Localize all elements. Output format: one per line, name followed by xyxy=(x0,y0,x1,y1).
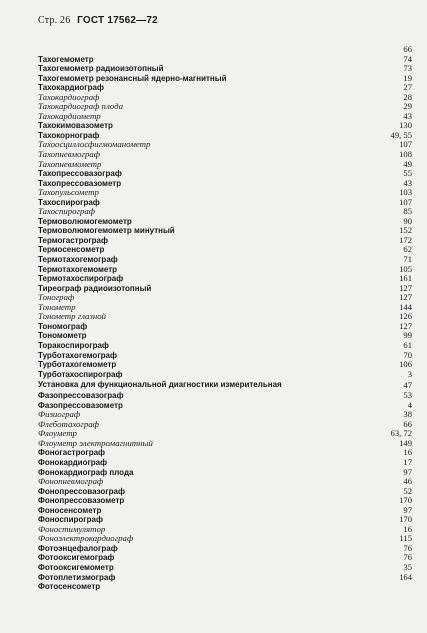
entry-page-ref: 164 xyxy=(399,571,412,582)
entry-term: Фоносенсометр xyxy=(38,505,102,515)
entry-term: Термотахоспирограф xyxy=(38,274,124,284)
entry-page-ref: 97 xyxy=(403,504,412,515)
entry-page-ref: 172 xyxy=(399,234,412,245)
entry-term: Тахокимовазометр xyxy=(38,121,113,131)
entry-page-ref: 35 xyxy=(403,561,412,572)
entry-term: Турботахогемограф xyxy=(38,350,117,360)
entry-page-ref: 16 xyxy=(403,523,412,534)
entry-page-ref: 49, 55 xyxy=(390,129,412,140)
entry-term: Тахопневмограф xyxy=(38,149,101,160)
entry-page-ref: 103 xyxy=(399,187,412,198)
page-number: Стр. 26 xyxy=(38,15,71,26)
entry-term: Тахопульсометр xyxy=(38,187,99,198)
entry-page-ref: 47 xyxy=(403,380,412,391)
entry-page-ref: 66 xyxy=(403,44,412,54)
entry-page-ref: 16 xyxy=(403,447,412,458)
entry-page-ref: 66 xyxy=(403,418,412,429)
index-entry xyxy=(38,391,412,401)
index-entry xyxy=(38,582,412,592)
entry-term: Фонопрессовазограф xyxy=(38,486,125,496)
index-entry xyxy=(38,207,412,217)
index-entry xyxy=(38,217,412,227)
entry-page-ref: 144 xyxy=(399,301,412,312)
index-entry xyxy=(38,284,412,294)
entry-term: Тахокардиограф xyxy=(38,91,100,102)
entry-term: Фоноэлектрокардиограф xyxy=(38,533,134,544)
index-entry xyxy=(38,351,412,361)
entry-page-ref: 43 xyxy=(403,177,412,188)
entry-term: Турботахогемометр xyxy=(38,360,117,370)
index-entry xyxy=(38,160,412,170)
entry-term: Термосенсометр xyxy=(38,245,105,255)
entry-term: Тахоспирограф xyxy=(38,197,100,207)
entry-term: Фонопрессовазометр xyxy=(38,496,125,506)
index-entry xyxy=(38,563,412,573)
entry-term: Фотооксигемограф xyxy=(38,553,115,563)
index-entry xyxy=(38,506,412,516)
entry-page-ref: 152 xyxy=(399,225,412,236)
entry-term: Флеботахограф xyxy=(38,418,99,429)
entry-page-ref: 61 xyxy=(403,339,412,350)
entry-term: Тахогемометр резонансный ядерно-магнитный xyxy=(38,73,227,83)
entry-term: Флоуметр электромагнитный xyxy=(38,437,153,448)
index-entry xyxy=(38,322,412,332)
entry-page-ref: 115 xyxy=(399,533,412,544)
entry-term: Установка для функциональной диагностики измерительная xyxy=(38,380,282,390)
index-list xyxy=(38,45,412,592)
entry-page-ref: 85 xyxy=(403,206,412,217)
entry-page-ref: 99 xyxy=(403,330,412,341)
entry-term: Тахоосциллосфигмоманометр xyxy=(38,139,151,150)
entry-page-ref: 97 xyxy=(403,466,412,477)
index-entry xyxy=(38,64,412,74)
entry-term: Фонокардиограф плода xyxy=(38,467,134,477)
entry-page-ref: 19 xyxy=(403,72,412,83)
entry-term: Тахопневмометр xyxy=(38,158,102,169)
entry-term: Тономометр xyxy=(38,331,87,341)
entry-page-ref: 62 xyxy=(403,244,412,255)
entry-term: Тонометр глазной xyxy=(38,311,107,322)
entry-page-ref: 108 xyxy=(399,149,412,160)
index-entry xyxy=(38,439,412,449)
entry-page-ref: 74 xyxy=(403,53,412,64)
entry-page-ref: 73 xyxy=(403,63,412,74)
entry-page-ref: 149 xyxy=(399,437,412,448)
entry-term: Торакоспирограф xyxy=(38,340,109,350)
entry-page-ref: 49 xyxy=(403,158,412,169)
entry-term: Флоуметр xyxy=(38,428,77,439)
entry-page-ref: 28 xyxy=(403,91,412,102)
index-entry xyxy=(38,226,412,236)
entry-term: Тахоспирограф xyxy=(38,206,96,217)
index-entry xyxy=(38,236,412,246)
index-entry xyxy=(38,265,412,275)
index-entry xyxy=(38,341,412,351)
entry-term: Турботахоспирограф xyxy=(38,369,123,379)
index-entry xyxy=(38,496,412,506)
index-entry xyxy=(38,487,412,497)
entry-page-ref: 63, 72 xyxy=(390,428,412,439)
index-entry xyxy=(38,534,412,544)
entry-term: Тахокардиометр xyxy=(38,110,101,121)
entry-page-ref: 46 xyxy=(403,476,412,487)
entry-term: Термоволюмогемометр xyxy=(38,216,132,226)
entry-term: Фоногастрограф xyxy=(38,448,106,458)
index-entry xyxy=(38,553,412,563)
entry-page-ref: 71 xyxy=(403,254,412,265)
index-entry xyxy=(38,188,412,198)
entry-page-ref: 106 xyxy=(399,359,412,370)
entry-page-ref: 55 xyxy=(403,168,412,179)
entry-term: Термотахогемограф xyxy=(38,255,118,265)
index-entry xyxy=(38,379,412,391)
entry-term: Фоноспирограф xyxy=(38,515,103,525)
entry-term: Фазопрессовазограф xyxy=(38,391,124,401)
entry-page-ref: 107 xyxy=(399,139,412,150)
entry-page-ref: 127 xyxy=(399,320,412,331)
entry-page-ref: 27 xyxy=(403,82,412,93)
entry-term: Тономограф xyxy=(38,321,88,331)
index-entry xyxy=(38,331,412,341)
index-entry xyxy=(38,420,412,430)
index-entry xyxy=(38,458,412,468)
entry-term: Фотосенсометр xyxy=(38,582,101,592)
entry-term: Фотооксигемометр xyxy=(38,562,114,572)
entry-term: Термогастрограф xyxy=(38,235,109,245)
entry-page-ref: 127 xyxy=(399,292,412,303)
index-entry xyxy=(38,45,412,55)
index-entry xyxy=(38,245,412,255)
entry-page-ref: 29 xyxy=(403,101,412,112)
entry-term: Тахогемометр xyxy=(38,54,94,64)
index-entry xyxy=(38,370,412,380)
index-entry xyxy=(38,360,412,370)
entry-page-ref: 53 xyxy=(403,390,412,401)
entry-term: Тахопрессовазограф xyxy=(38,169,122,179)
entry-page-ref: 170 xyxy=(399,495,412,506)
entry-page-ref: 130 xyxy=(399,120,412,131)
index-entry xyxy=(38,544,412,554)
entry-page-ref: 43 xyxy=(403,110,412,121)
entry-page-ref: 161 xyxy=(399,273,412,284)
index-entry xyxy=(38,573,412,583)
index-entry xyxy=(38,112,412,122)
index-entry xyxy=(38,169,412,179)
entry-term: Термоволюмогемометр минутный xyxy=(38,226,175,236)
entry-page-ref: 170 xyxy=(399,514,412,525)
index-entry xyxy=(38,448,412,458)
index-entry xyxy=(38,401,412,411)
index-entry xyxy=(38,274,412,284)
entry-term: Фонокардиограф xyxy=(38,457,108,467)
entry-term: Фонопневмограф xyxy=(38,476,104,487)
entry-page-ref: 17 xyxy=(403,456,412,467)
entry-page-ref: 3 xyxy=(407,368,412,379)
entry-term: Тиреограф радиоизотопный xyxy=(38,283,152,293)
entry-term: Фоностимулятор xyxy=(38,523,106,534)
entry-term: Фотоэнцефалограф xyxy=(38,543,118,553)
entry-page-ref: 105 xyxy=(399,263,412,274)
entry-term: Тахокардиограф xyxy=(38,83,104,93)
index-entry xyxy=(38,74,412,84)
index-entry xyxy=(38,121,412,131)
entry-term: Тахокардиограф плода xyxy=(38,101,124,112)
entry-page-ref: 107 xyxy=(399,196,412,207)
entry-page-ref: 76 xyxy=(403,552,412,563)
index-entry xyxy=(38,55,412,65)
entry-page-ref: 38 xyxy=(403,409,412,420)
standard-number: ГОСТ 17562—72 xyxy=(77,15,158,26)
entry-page-ref: 76 xyxy=(403,542,412,553)
entry-term: Фазопрессовазометр xyxy=(38,400,123,410)
entry-term: Тахогемометр радиоизотопный xyxy=(38,64,164,74)
entry-term: Тонограф xyxy=(38,292,75,303)
entry-term: Физиограф xyxy=(38,409,81,420)
entry-page-ref: 126 xyxy=(399,311,412,322)
page-header xyxy=(38,15,158,26)
index-entry xyxy=(38,293,412,303)
entry-term: Термотахогемометр xyxy=(38,264,118,274)
entry-term: Тахокорнограф xyxy=(38,130,100,140)
index-entry xyxy=(38,477,412,487)
entry-page-ref: 127 xyxy=(399,282,412,293)
entry-page-ref: 52 xyxy=(403,485,412,496)
index-entry xyxy=(38,312,412,322)
entry-term: Фотоплетизмограф xyxy=(38,572,116,582)
index-entry xyxy=(38,255,412,265)
entry-page-ref: 4 xyxy=(407,399,412,410)
entry-page-ref: 90 xyxy=(403,215,412,226)
entry-page-ref: 70 xyxy=(403,349,412,360)
entry-term: Тахопрессовазометр xyxy=(38,178,122,188)
entry-term: Тонометр xyxy=(38,301,76,312)
